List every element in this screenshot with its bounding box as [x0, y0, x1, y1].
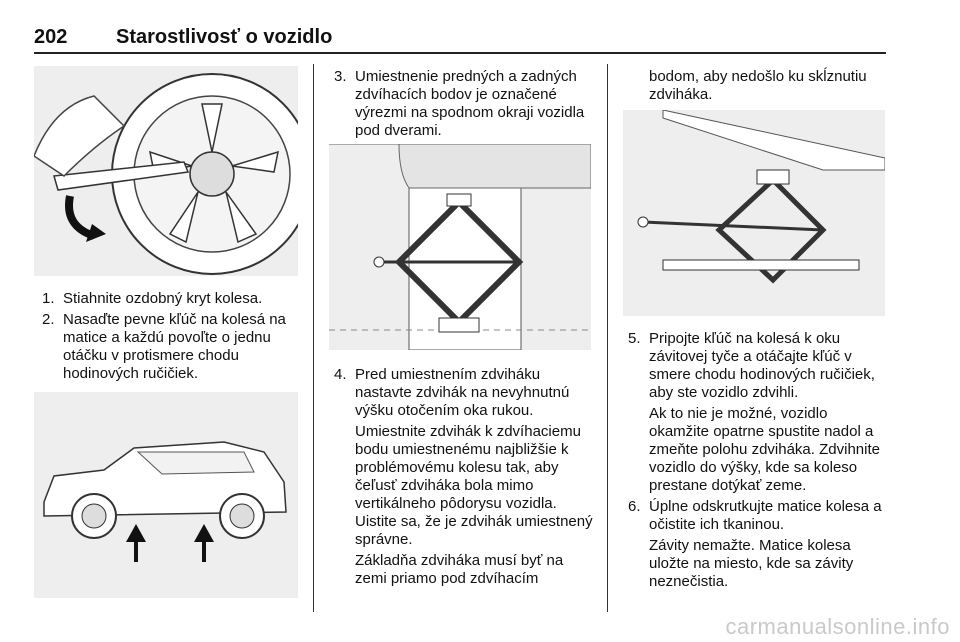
steps-list-3	[628, 330, 890, 594]
list-item: 3. Umiestnenie predných a zadných zdvíhacích bodov je označené výrezmi na spodnom okraji vozidla pod dverami.	[334, 68, 585, 139]
jack-placement-illustration	[329, 144, 591, 350]
column-divider	[313, 64, 314, 612]
page-number: 202	[34, 26, 68, 48]
step-3	[334, 68, 596, 143]
paragraph: Závity nemažte. Matice kolesa uložte na miesto, kde sa závity neznečistia.	[649, 537, 854, 590]
column-divider	[607, 64, 608, 612]
page-header	[34, 26, 886, 54]
paragraph: Umiestnite zdvihák k zdvíhaciemu bodu umiestnenému najbližšie k problémovému kolesu tak, aby čeľusť zdviháka bola mimo vertikálneho pôdorysu vozidla. Uistite sa, že je zdvihák umiestnený správne.	[355, 423, 593, 548]
paragraph: bodom, aby nedošlo ku skĺznutiu zdviháka.	[649, 68, 867, 103]
list-item: 6. Úplne odskrutkujte matice kolesa a očistite ich tkaninou.	[628, 498, 882, 533]
vehicle-jack-points-illustration	[34, 392, 298, 598]
watermark: carmanualsonline.info	[725, 614, 950, 639]
page-title: Starostlivosť o vozidlo	[116, 26, 333, 48]
wheel-wrench-illustration	[34, 66, 298, 276]
jack-lifting-illustration	[623, 110, 885, 316]
list-item: 1. Stiahnite ozdobný kryt kolesa.	[42, 290, 263, 307]
step-4-continuation	[628, 68, 886, 107]
list-item: 4. Pred umiestnením zdviháku nastavte zdvihák na nevyhnutnú výšku otočením oka rukou.	[334, 366, 570, 419]
list-item: 2. Nasaďte pevne kľúč na kolesá na matice a každú povoľte o jednu otáčku v protismere chodu hodinových ručičiek.	[42, 311, 286, 382]
paragraph: Základňa zdviháka musí byť na zemi priamo pod zdvíhacím	[355, 552, 564, 587]
step-4-block	[334, 366, 598, 591]
steps-list-1	[42, 290, 302, 386]
list-item: 5. Pripojte kľúč na kolesá k oku závitovej tyče a otáčajte kľúč v smere chodu hodinových ručičiek, aby ste vozidlo zdvihli.	[628, 330, 875, 401]
paragraph: Ak to nie je možné, vozidlo okamžite opatrne spustite nadol a zmeňte polohu zdviháka. Zdvihnite vozidlo do výšky, kde sa koleso prestane dotýkať zeme.	[649, 405, 880, 494]
